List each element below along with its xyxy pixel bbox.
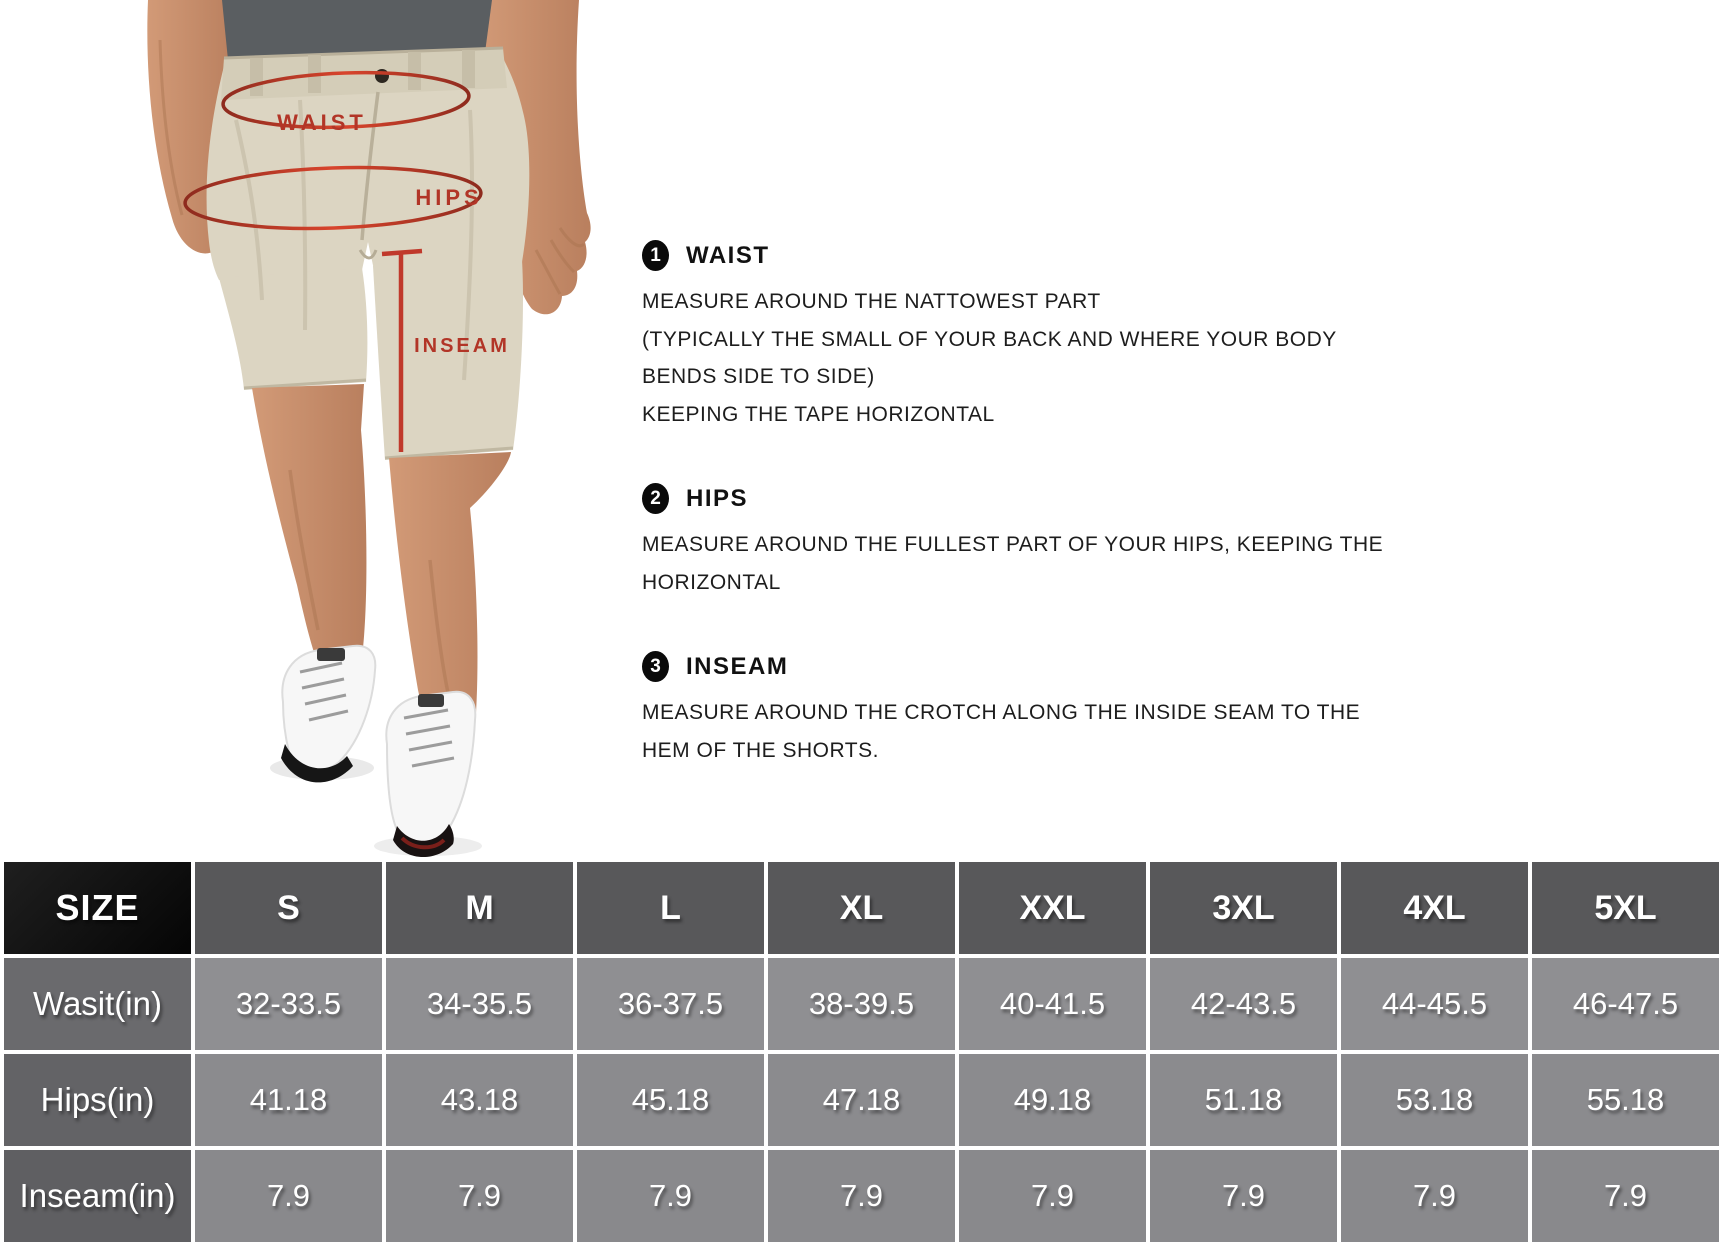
hips-value: 43.18 [386, 1054, 573, 1146]
instruction-heading [642, 651, 1422, 682]
waist-value: 36-37.5 [577, 958, 764, 1050]
waist-label: WAIST [277, 110, 367, 135]
inseam-value: 7.9 [1532, 1150, 1719, 1242]
instruction-title: HIPS [686, 484, 749, 512]
waist-value: 42-43.5 [1150, 958, 1337, 1050]
inseam-value: 7.9 [195, 1150, 382, 1242]
instruction-text [642, 526, 1422, 601]
measurement-instructions [642, 240, 1422, 819]
step-1-badge: 1 [642, 240, 669, 271]
belt-loop [250, 58, 263, 96]
table-header-xxl: XXL [959, 862, 1146, 954]
table-header-s: S [195, 862, 382, 954]
waist-value: 38-39.5 [768, 958, 955, 1050]
waist-value: 32-33.5 [195, 958, 382, 1050]
instruction-title: WAIST [686, 241, 770, 269]
inseam-value: 7.9 [1341, 1150, 1528, 1242]
instruction-heading [642, 240, 1422, 271]
instruction-line: MEASURE AROUND THE FULLEST PART OF YOUR HIPS, KEEPING THE [642, 533, 1384, 556]
model-photo [0, 0, 640, 860]
instruction-line: MEASURE AROUND THE CROTCH ALONG THE INSIDE SEAM TO THE [642, 701, 1361, 724]
hips-value: 51.18 [1150, 1054, 1337, 1146]
inseam-value: 7.9 [386, 1150, 573, 1242]
hips-value: 53.18 [1341, 1054, 1528, 1146]
instruction-line: HEM OF THE SHORTS. [642, 738, 879, 762]
hips-value: 55.18 [1532, 1054, 1719, 1146]
size-chart-table [0, 858, 1723, 1246]
instruction-heading [642, 483, 1422, 514]
instruction-text [642, 283, 1422, 433]
hips-label: HIPS [415, 185, 483, 210]
inseam-value: 7.9 [577, 1150, 764, 1242]
hips-value: 49.18 [959, 1054, 1146, 1146]
instruction-title: INSEAM [686, 652, 789, 680]
right-shoe [374, 692, 482, 857]
table-corner-size: SIZE [4, 862, 191, 954]
waist-value: 44-45.5 [1341, 958, 1528, 1050]
step-2-badge: 2 [642, 483, 669, 514]
waist-value: 34-35.5 [386, 958, 573, 1050]
belt-loop [408, 52, 421, 90]
table-header-l: L [577, 862, 764, 954]
hips-value: 45.18 [577, 1054, 764, 1146]
left-shoe [270, 646, 375, 783]
instruction-line: MEASURE AROUND THE NATTOWEST PART [642, 290, 1101, 313]
instruction-line: BENDS SIDE TO SIDE) [642, 365, 875, 388]
instruction-inseam [642, 651, 1422, 769]
hips-value: 41.18 [195, 1054, 382, 1146]
model-figure-illustration [0, 0, 640, 860]
row-label-inseam: Inseam(in) [4, 1150, 191, 1242]
hips-value: 47.18 [768, 1054, 955, 1146]
waist-value: 40-41.5 [959, 958, 1146, 1050]
instruction-hips [642, 483, 1422, 601]
inseam-value: 7.9 [959, 1150, 1146, 1242]
inseam-value: 7.9 [1150, 1150, 1337, 1242]
instruction-text [642, 694, 1422, 769]
inseam-value: 7.9 [768, 1150, 955, 1242]
row-label-waist: Wasit(in) [4, 958, 191, 1050]
instruction-waist [642, 240, 1422, 433]
shoe-heel-tab [418, 694, 444, 707]
waist-value: 46-47.5 [1532, 958, 1719, 1050]
row-label-hips: Hips(in) [4, 1054, 191, 1146]
instruction-line: HORIZONTAL [642, 570, 781, 594]
table-header-5xl: 5XL [1532, 862, 1719, 954]
table-header-4xl: 4XL [1341, 862, 1528, 954]
table-header-3xl: 3XL [1150, 862, 1337, 954]
instruction-line: KEEPING THE TAPE HORIZONTAL [642, 402, 995, 426]
table-header-xl: XL [768, 862, 955, 954]
inseam-label: INSEAM [414, 335, 510, 357]
belt-loop [462, 50, 475, 88]
instruction-line: (TYPICALLY THE SMALL OF YOUR BACK AND WHERE YOUR BODY [642, 327, 1337, 351]
table-header-m: M [386, 862, 573, 954]
shoe-heel-tab [317, 648, 345, 661]
step-3-badge: 3 [642, 651, 669, 682]
